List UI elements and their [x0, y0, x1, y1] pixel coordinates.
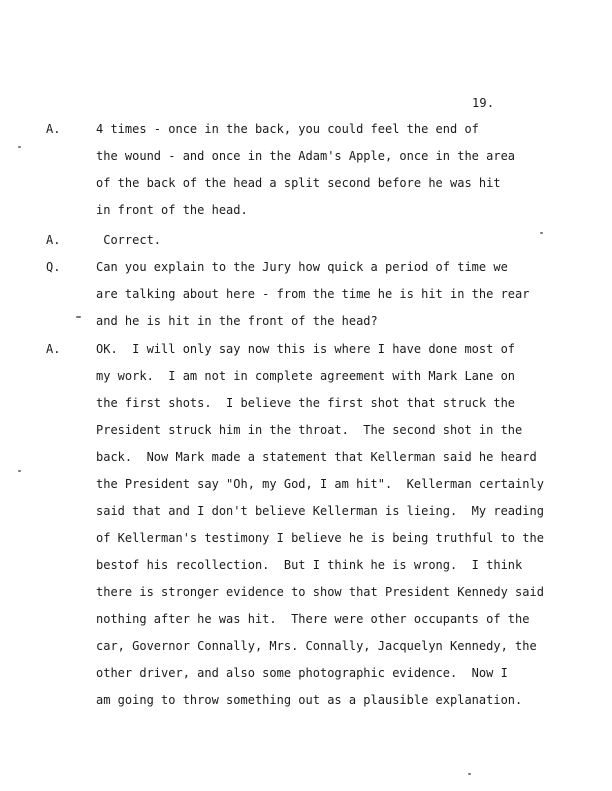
text-line: the first shots. I believe the first shot that struck the — [96, 396, 516, 410]
text-line: President struck him in the throat. The second shot in the — [96, 423, 523, 437]
scan-speck — [540, 232, 543, 234]
text-line: my work. I am not in complete agreement with Mark Lane on — [96, 369, 516, 383]
speaker-label: A. — [46, 122, 61, 136]
entry-text — [96, 342, 566, 720]
text-line: said that and I don't believe Kellerman is lieing. My reading — [96, 504, 544, 518]
text-line: Correct. — [96, 233, 162, 247]
text-line: nothing after he was hit. There were other occupants of the — [96, 612, 530, 626]
speaker-label: A. — [46, 342, 61, 356]
speaker-label: A. — [46, 233, 61, 247]
page-number: 19. — [472, 96, 495, 110]
text-line: bestof his recollection. But I think he is wrong. I think — [96, 558, 523, 572]
text-line: there is stronger evidence to show that President Kennedy said — [96, 585, 544, 599]
text-line: and he is hit in the front of the head? — [96, 314, 378, 328]
text-line: Can you explain to the Jury how quick a period of time we — [96, 260, 508, 274]
text-line: am going to throw something out as a plausible explanation. — [96, 693, 523, 707]
scan-speck — [76, 316, 81, 318]
text-line: of the back of the head a split second before he was hit — [96, 176, 501, 190]
entry-text — [96, 233, 566, 260]
text-line: OK. I will only say now this is where I have done most of — [96, 342, 516, 356]
text-line: in front of the head. — [96, 203, 248, 217]
scan-speck — [468, 773, 471, 775]
text-line: of Kellerman's testimony I believe he is being truthful to the — [96, 531, 544, 545]
scan-speck — [18, 146, 21, 148]
text-line: are talking about here - from the time he is hit in the rear — [96, 287, 530, 301]
entry-text — [96, 260, 566, 341]
text-line: car, Governor Connally, Mrs. Connally, Jacquelyn Kennedy, the — [96, 639, 537, 653]
text-line: the President say "Oh, my God, I am hit". Kellerman certainly — [96, 477, 544, 491]
text-line: the wound - and once in the Adam's Apple, once in the area — [96, 149, 516, 163]
text-line: other driver, and also some photographic evidence. Now I — [96, 666, 508, 680]
text-line: 4 times - once in the back, you could feel the end of — [96, 122, 479, 136]
text-line: back. Now Mark made a statement that Kellerman said he heard — [96, 450, 537, 464]
scan-speck — [18, 470, 21, 472]
speaker-label: Q. — [46, 260, 61, 274]
entry-text — [96, 122, 566, 230]
